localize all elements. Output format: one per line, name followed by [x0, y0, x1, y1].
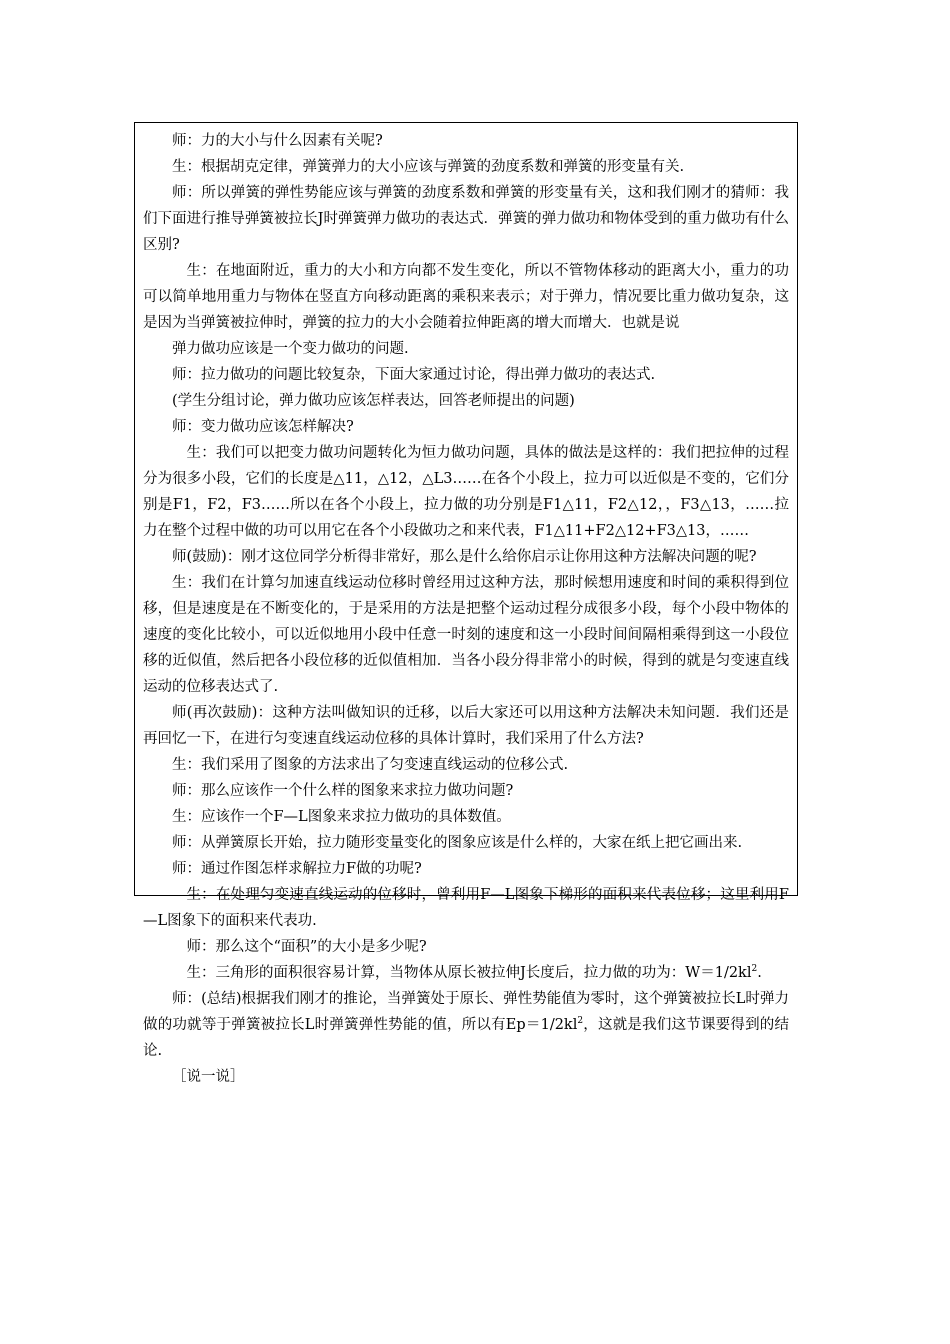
dialogue-line [143, 960, 789, 986]
section-heading-say: ［说一说］ [172, 1069, 245, 1085]
superscript-two: 2 [751, 964, 758, 975]
dialogue-line: 师(鼓励)：刚才这位同学分析得非常好，那么是什么给你启示让你用这种方法解决问题的呢? [172, 549, 757, 565]
dialogue-line: 师：通过作图怎样求解拉力F做的功呢? [172, 861, 422, 877]
dialogue-line: 师：力的大小与什么因素有关呢? [172, 133, 383, 149]
dialogue-line: (学生分组讨论，弹力做功应该怎样表达，回答老师提出的问题) [172, 393, 575, 409]
dialogue-line: 生：我们可以把变力做功问题转化为恒力做功问题，具体的做法是这样的：我们把拉伸的过程分为很多小段，它们的长度是△11，△12，△L3……在各个小段上，拉力可以近似是不变的，它们分别是F1，F2，F3……所以在各个小段上，拉力做的功分别是F1△11，F2△12，，F3△13，……拉力在整个过程中做的功可以用它在各个小段做功之和来代表，F1△11+F2△12+F3△13，…… [143, 445, 789, 539]
conclusion-tail: 这就是我们这节课要得到的结论. [143, 1017, 790, 1059]
dialogue-line: 弹力做功应该是一个变力做功的问题. [172, 341, 409, 357]
dialogue-line: 生：我们采用了图象的方法求出了匀变速直线运动的位移公式. [172, 757, 569, 773]
dialogue-line: 生：在处理匀变速直线运动的位移时，曾利用F—L图象下梯形的面积来代表位移；这里利用F—L图象下的面积来代表功. [143, 887, 789, 929]
dialogue-line: 生：在地面附近，重力的大小和方向都不发生变化，所以不管物体移动的距离大小，重力的功可以简单地用重力与物体在竖直方向移动距离的乘积来表示；对于弹力，情况要比重力做功复杂，这是因为当弹簧被拉伸时，弹簧的拉力的大小会随着拉伸距离的增大而增大．也就是说 [143, 263, 789, 331]
dialogue-line: 师：那么应该作一个什么样的图象来求拉力做功问题? [172, 783, 514, 799]
dialogue-line: 生：根据胡克定律，弹簧弹力的大小应该与弹簧的劲度系数和弹簧的形变量有关. [172, 159, 685, 175]
lesson-table-cell [134, 122, 798, 1085]
comma-mark: ， [583, 1017, 599, 1033]
dialogue-line: 生：应该作一个F—L图象来求拉力做功的具体数值。 [172, 809, 511, 825]
superscript-two: 2 [577, 1016, 584, 1027]
dialogue-line: 师：所以弹簧的弹性势能应该与弹簧的劲度系数和弹簧的形变量有关，这和我们刚才的猜师：我们下面进行推导弹簧被拉长J时弹簧弹力做功的表达式．弹簧的弹力做功和物体受到的重力做功有什么区别? [143, 185, 789, 253]
dialogue-line: 师：那么这个“面积”的大小是多少呢? [186, 939, 427, 955]
dialogue-line [143, 986, 789, 1064]
dialogue-line: 师：变力做功应该怎样解决? [172, 419, 354, 435]
dialogue-line: 师(再次鼓励)：这种方法叫做知识的迁移，以后大家还可以用这种方法解决未知问题．我们还是再回忆一下，在进行匀变速直线运动位移的具体计算时，我们采用了什么方法? [143, 705, 789, 747]
dialogue-line: 生：我们在计算匀加速直线运动位移时曾经用过这种方法，那时候想用速度和时间的乘积得到位移，但是速度是在不断变化的，于是采用的方法是把整个运动过程分成很多小段，每个小段中物体的速度的变化比较小，可以近似地用小段中任意一时刻的速度和这一小段时间间隔相乘得到这一小段位移的近似值，然后把各小段位移的近似值相加．当各小段分得非常小的时候，得到的就是匀变速直线运动的位移表达式了. [143, 575, 789, 695]
dialogue-line: 师：从弹簧原长开始，拉力随形变量变化的图象应该是什么样的，大家在纸上把它画出来. [172, 835, 743, 851]
conclusion-text: 师：(总结)根据我们刚才的推论，当弹簧处于原长、弹性势能值为零时，这个弹簧被拉长L时弹力做的功就等于弹簧被拉长L时弹簧弹性势能的值，所以有Ep＝1/2kl [143, 991, 789, 1033]
dialogue-line: 师：拉力做功的问题比较复杂，下面大家通过讨论，得出弹力做功的表达式. [172, 367, 656, 383]
period-mark: . [757, 965, 762, 981]
formula-text: 生：三角形的面积很容易计算，当物体从原长被拉伸J长度后，拉力做的功为：W＝1/2kl [186, 965, 752, 981]
